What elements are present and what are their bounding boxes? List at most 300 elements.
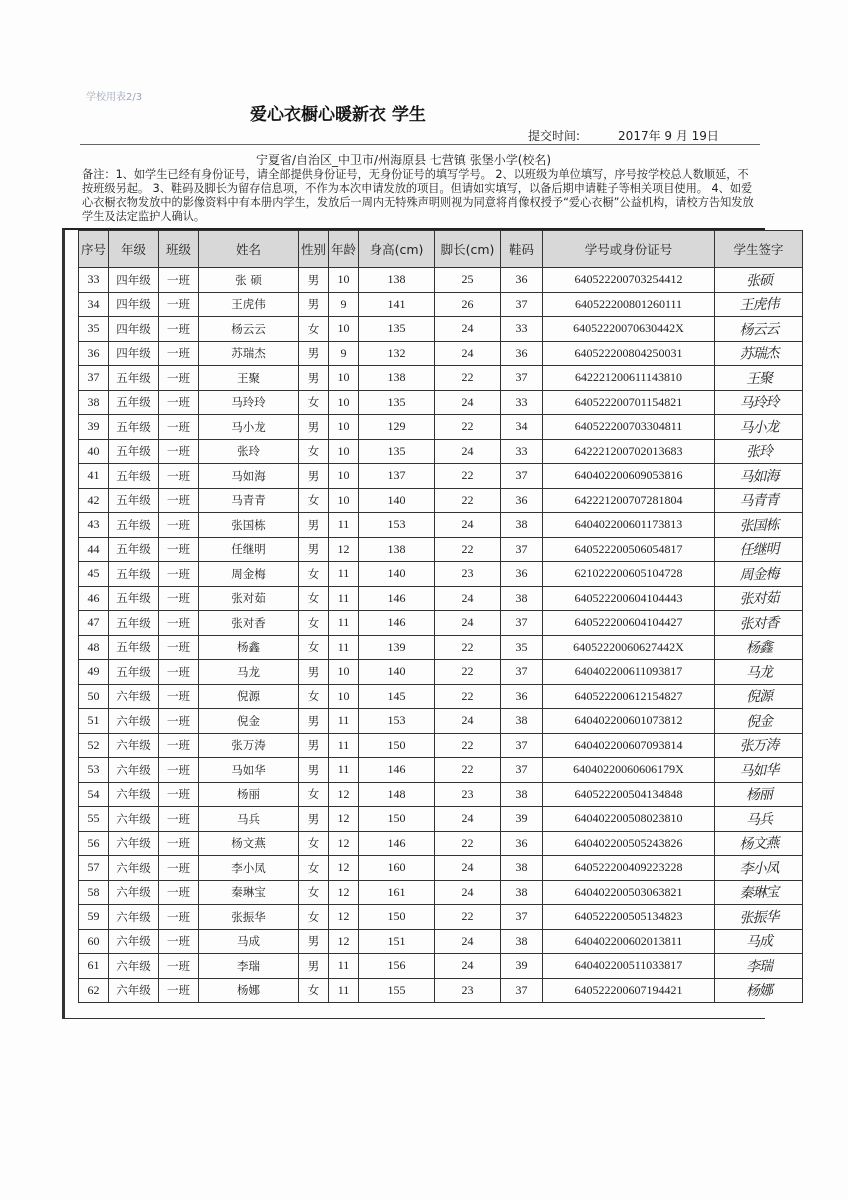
seq-cell: 58 <box>79 880 109 905</box>
seq-cell: 33 <box>79 268 109 293</box>
class-cell: 一班 <box>159 513 199 538</box>
grade-cell: 六年级 <box>109 807 159 832</box>
col-signature-header: 学生签字 <box>715 231 803 268</box>
signature-cell: 张玲 <box>714 437 803 465</box>
age-cell: 9 <box>329 292 359 317</box>
gender-cell: 女 <box>299 317 329 342</box>
height-cell: 135 <box>359 390 435 415</box>
table-row <box>79 464 803 489</box>
id-number-cell: 642221200611143810 <box>543 366 715 391</box>
class-cell: 一班 <box>159 415 199 440</box>
age-cell: 11 <box>329 611 359 636</box>
height-cell: 153 <box>359 513 435 538</box>
class-cell: 一班 <box>159 856 199 881</box>
table-row <box>79 317 803 342</box>
grade-cell: 五年级 <box>109 464 159 489</box>
signature-cell: 任继明 <box>714 535 803 563</box>
table-row <box>79 831 803 856</box>
grade-cell: 四年级 <box>109 341 159 366</box>
table-row <box>79 856 803 881</box>
shoe-size-cell: 34 <box>501 415 543 440</box>
age-cell: 11 <box>329 635 359 660</box>
seq-cell: 37 <box>79 366 109 391</box>
class-cell: 一班 <box>159 635 199 660</box>
name-cell: 张振华 <box>199 905 299 930</box>
name-cell: 倪金 <box>199 709 299 734</box>
gender-cell: 男 <box>299 709 329 734</box>
name-cell: 杨鑫 <box>199 635 299 660</box>
foot-length-cell: 24 <box>435 586 501 611</box>
grade-cell: 五年级 <box>109 586 159 611</box>
id-number-cell: 640402200609053816 <box>543 464 715 489</box>
table-row <box>79 954 803 979</box>
seq-cell: 49 <box>79 660 109 685</box>
age-cell: 11 <box>329 954 359 979</box>
table-row <box>79 341 803 366</box>
id-number-cell: 640522200703304811 <box>543 415 715 440</box>
table-body <box>79 268 803 1003</box>
school-location-line: 宁夏省/自治区_中卫市/州海原县 七营镇 张堡小学(校名) <box>256 153 552 167</box>
signature-cell: 张万涛 <box>714 731 803 759</box>
class-cell: 一班 <box>159 880 199 905</box>
foot-length-cell: 23 <box>435 782 501 807</box>
grade-cell: 五年级 <box>109 439 159 464</box>
height-cell: 150 <box>359 905 435 930</box>
name-cell: 马青青 <box>199 488 299 513</box>
id-number-cell: 640402200611093817 <box>543 660 715 685</box>
height-cell: 146 <box>359 586 435 611</box>
name-cell: 周金梅 <box>199 562 299 587</box>
foot-length-cell: 24 <box>435 807 501 832</box>
class-cell: 一班 <box>159 978 199 1003</box>
id-number-cell: 64052220070630442X <box>543 317 715 342</box>
table-row <box>79 268 803 293</box>
class-cell: 一班 <box>159 782 199 807</box>
signature-cell: 杨鑫 <box>714 633 803 661</box>
shoe-size-cell: 37 <box>501 611 543 636</box>
seq-cell: 61 <box>79 954 109 979</box>
foot-length-cell: 22 <box>435 684 501 709</box>
name-cell: 马玲玲 <box>199 390 299 415</box>
table-row <box>79 733 803 758</box>
age-cell: 10 <box>329 366 359 391</box>
grade-cell: 五年级 <box>109 635 159 660</box>
name-cell: 张对茹 <box>199 586 299 611</box>
seq-cell: 62 <box>79 978 109 1003</box>
table-row <box>79 611 803 636</box>
name-cell: 马小龙 <box>199 415 299 440</box>
grade-cell: 四年级 <box>109 292 159 317</box>
grade-cell: 六年级 <box>109 758 159 783</box>
signature-cell: 张国栋 <box>714 511 803 539</box>
signature-cell: 马玲玲 <box>714 388 803 416</box>
table-row <box>79 684 803 709</box>
foot-length-cell: 24 <box>435 856 501 881</box>
height-cell: 137 <box>359 464 435 489</box>
id-number-cell: 64052220060627442X <box>543 635 715 660</box>
gender-cell: 男 <box>299 929 329 954</box>
id-number-cell: 642221200702013683 <box>543 439 715 464</box>
age-cell: 10 <box>329 390 359 415</box>
table-row <box>79 439 803 464</box>
shoe-size-cell: 37 <box>501 660 543 685</box>
id-number-cell: 640522200604104427 <box>543 611 715 636</box>
gender-cell: 男 <box>299 366 329 391</box>
age-cell: 11 <box>329 733 359 758</box>
gender-cell: 男 <box>299 415 329 440</box>
shoe-size-cell: 33 <box>501 439 543 464</box>
name-cell: 马龙 <box>199 660 299 685</box>
class-cell: 一班 <box>159 268 199 293</box>
age-cell: 9 <box>329 341 359 366</box>
class-cell: 一班 <box>159 660 199 685</box>
col-seq-header: 序号 <box>79 231 109 268</box>
seq-cell: 46 <box>79 586 109 611</box>
id-number-cell: 640522200801260111 <box>543 292 715 317</box>
name-cell: 王虎伟 <box>199 292 299 317</box>
height-cell: 161 <box>359 880 435 905</box>
signature-cell: 秦琳宝 <box>714 878 803 906</box>
age-cell: 10 <box>329 464 359 489</box>
shoe-size-cell: 36 <box>501 341 543 366</box>
age-cell: 11 <box>329 513 359 538</box>
seq-cell: 40 <box>79 439 109 464</box>
foot-length-cell: 22 <box>435 635 501 660</box>
seq-cell: 42 <box>79 488 109 513</box>
table-row <box>79 390 803 415</box>
foot-length-cell: 24 <box>435 341 501 366</box>
grade-cell: 六年级 <box>109 782 159 807</box>
id-number-cell: 640522200804250031 <box>543 341 715 366</box>
seq-cell: 43 <box>79 513 109 538</box>
grade-cell: 六年级 <box>109 954 159 979</box>
name-cell: 张万涛 <box>199 733 299 758</box>
seq-cell: 48 <box>79 635 109 660</box>
age-cell: 12 <box>329 831 359 856</box>
col-foot-header: 脚长(cm) <box>435 231 501 268</box>
gender-cell: 男 <box>299 954 329 979</box>
age-cell: 11 <box>329 978 359 1003</box>
height-cell: 135 <box>359 439 435 464</box>
signature-cell: 马小龙 <box>714 413 803 441</box>
name-cell: 李小凤 <box>199 856 299 881</box>
gender-cell: 女 <box>299 635 329 660</box>
name-cell: 杨娜 <box>199 978 299 1003</box>
shoe-size-cell: 36 <box>501 268 543 293</box>
height-cell: 138 <box>359 268 435 293</box>
name-cell: 秦琳宝 <box>199 880 299 905</box>
id-number-cell: 640402200601173813 <box>543 513 715 538</box>
age-cell: 10 <box>329 268 359 293</box>
gender-cell: 女 <box>299 905 329 930</box>
age-cell: 10 <box>329 317 359 342</box>
height-cell: 145 <box>359 684 435 709</box>
class-cell: 一班 <box>159 611 199 636</box>
submit-date: 2017年 9 月 19日 <box>618 129 719 143</box>
table-row <box>79 366 803 391</box>
foot-length-cell: 22 <box>435 488 501 513</box>
signature-cell: 张对茹 <box>714 584 803 612</box>
class-cell: 一班 <box>159 709 199 734</box>
foot-length-cell: 24 <box>435 709 501 734</box>
class-cell: 一班 <box>159 292 199 317</box>
grade-cell: 六年级 <box>109 929 159 954</box>
name-cell: 杨文燕 <box>199 831 299 856</box>
shoe-size-cell: 37 <box>501 733 543 758</box>
height-cell: 146 <box>359 611 435 636</box>
gender-cell: 男 <box>299 341 329 366</box>
foot-length-cell: 22 <box>435 831 501 856</box>
gender-cell: 男 <box>299 660 329 685</box>
foot-length-cell: 22 <box>435 366 501 391</box>
col-class-header: 班级 <box>159 231 199 268</box>
name-cell: 王聚 <box>199 366 299 391</box>
height-cell: 160 <box>359 856 435 881</box>
age-cell: 12 <box>329 880 359 905</box>
name-cell: 倪源 <box>199 684 299 709</box>
age-cell: 11 <box>329 562 359 587</box>
gender-cell: 女 <box>299 684 329 709</box>
id-number-cell: 640402200508023810 <box>543 807 715 832</box>
foot-length-cell: 24 <box>435 954 501 979</box>
grade-cell: 五年级 <box>109 366 159 391</box>
height-cell: 148 <box>359 782 435 807</box>
seq-cell: 57 <box>79 856 109 881</box>
class-cell: 一班 <box>159 366 199 391</box>
gender-cell: 女 <box>299 488 329 513</box>
class-cell: 一班 <box>159 807 199 832</box>
grade-cell: 五年级 <box>109 537 159 562</box>
age-cell: 12 <box>329 856 359 881</box>
id-number-cell: 640522200604104443 <box>543 586 715 611</box>
name-cell: 张玲 <box>199 439 299 464</box>
foot-length-cell: 24 <box>435 317 501 342</box>
name-cell: 张国栋 <box>199 513 299 538</box>
table-row <box>79 586 803 611</box>
id-number-cell: 640402200607093814 <box>543 733 715 758</box>
gender-cell: 男 <box>299 807 329 832</box>
age-cell: 10 <box>329 660 359 685</box>
age-cell: 12 <box>329 537 359 562</box>
shoe-size-cell: 39 <box>501 807 543 832</box>
height-cell: 150 <box>359 733 435 758</box>
shoe-size-cell: 37 <box>501 464 543 489</box>
signature-cell: 倪金 <box>714 707 803 735</box>
foot-length-cell: 24 <box>435 439 501 464</box>
height-cell: 153 <box>359 709 435 734</box>
grade-cell: 六年级 <box>109 978 159 1003</box>
grade-cell: 五年级 <box>109 660 159 685</box>
class-cell: 一班 <box>159 905 199 930</box>
name-cell: 张 硕 <box>199 268 299 293</box>
col-id-header: 学号或身份证号 <box>543 231 715 268</box>
table-row <box>79 488 803 513</box>
class-cell: 一班 <box>159 954 199 979</box>
foot-length-cell: 22 <box>435 905 501 930</box>
gender-cell: 女 <box>299 611 329 636</box>
name-cell: 苏瑞杰 <box>199 341 299 366</box>
id-number-cell: 640402200511033817 <box>543 954 715 979</box>
table-row <box>79 782 803 807</box>
shoe-size-cell: 33 <box>501 317 543 342</box>
col-name-header: 姓名 <box>199 231 299 268</box>
table-row <box>79 709 803 734</box>
class-cell: 一班 <box>159 929 199 954</box>
grade-cell: 四年级 <box>109 317 159 342</box>
seq-cell: 53 <box>79 758 109 783</box>
grade-cell: 六年级 <box>109 684 159 709</box>
seq-cell: 45 <box>79 562 109 587</box>
seq-cell: 56 <box>79 831 109 856</box>
foot-length-cell: 24 <box>435 513 501 538</box>
shoe-size-cell: 37 <box>501 366 543 391</box>
age-cell: 12 <box>329 782 359 807</box>
seq-cell: 41 <box>79 464 109 489</box>
gender-cell: 男 <box>299 758 329 783</box>
foot-length-cell: 24 <box>435 880 501 905</box>
id-number-cell: 640402200602013811 <box>543 929 715 954</box>
signature-cell: 周金梅 <box>714 560 803 588</box>
seq-cell: 35 <box>79 317 109 342</box>
gender-cell: 女 <box>299 978 329 1003</box>
age-cell: 11 <box>329 758 359 783</box>
signature-cell: 王聚 <box>714 364 803 392</box>
signature-cell: 张对香 <box>714 609 803 637</box>
age-cell: 11 <box>329 586 359 611</box>
gender-cell: 男 <box>299 537 329 562</box>
col-shoe-header: 鞋码 <box>501 231 543 268</box>
grade-cell: 五年级 <box>109 513 159 538</box>
gender-cell: 女 <box>299 562 329 587</box>
foot-length-cell: 23 <box>435 562 501 587</box>
foot-length-cell: 23 <box>435 978 501 1003</box>
table-row <box>79 292 803 317</box>
gender-cell: 女 <box>299 856 329 881</box>
signature-cell: 张振华 <box>714 903 803 931</box>
id-number-cell: 640522200506054817 <box>543 537 715 562</box>
name-cell: 任继明 <box>199 537 299 562</box>
id-number-cell: 640522200703254412 <box>543 268 715 293</box>
grade-cell: 五年级 <box>109 488 159 513</box>
height-cell: 129 <box>359 415 435 440</box>
foot-length-cell: 26 <box>435 292 501 317</box>
grade-cell: 六年级 <box>109 709 159 734</box>
class-cell: 一班 <box>159 733 199 758</box>
foot-length-cell: 22 <box>435 415 501 440</box>
seq-cell: 60 <box>79 929 109 954</box>
gender-cell: 男 <box>299 464 329 489</box>
shoe-size-cell: 37 <box>501 905 543 930</box>
height-cell: 138 <box>359 366 435 391</box>
age-cell: 10 <box>329 415 359 440</box>
col-gender-header: 性别 <box>299 231 329 268</box>
table-row <box>79 660 803 685</box>
table-row <box>79 635 803 660</box>
id-number-cell: 640402200505243826 <box>543 831 715 856</box>
signature-cell: 张硕 <box>714 266 803 294</box>
signature-cell: 马青青 <box>714 486 803 514</box>
id-number-cell: 640522200504134848 <box>543 782 715 807</box>
signature-cell: 杨云云 <box>714 315 803 343</box>
id-number-cell: 621022200605104728 <box>543 562 715 587</box>
shoe-size-cell: 36 <box>501 562 543 587</box>
name-cell: 李瑞 <box>199 954 299 979</box>
shoe-size-cell: 38 <box>501 880 543 905</box>
seq-cell: 44 <box>79 537 109 562</box>
age-cell: 10 <box>329 439 359 464</box>
class-cell: 一班 <box>159 341 199 366</box>
gender-cell: 女 <box>299 831 329 856</box>
name-cell: 马如海 <box>199 464 299 489</box>
shoe-size-cell: 38 <box>501 586 543 611</box>
shoe-size-cell: 38 <box>501 513 543 538</box>
gender-cell: 女 <box>299 439 329 464</box>
signature-cell: 杨娜 <box>714 976 803 1004</box>
signature-cell: 马如华 <box>714 756 803 784</box>
col-height-header: 身高(cm) <box>359 231 435 268</box>
seq-cell: 39 <box>79 415 109 440</box>
height-cell: 139 <box>359 635 435 660</box>
grade-cell: 六年级 <box>109 733 159 758</box>
table-header-row <box>79 231 803 268</box>
id-number-cell: 640522200701154821 <box>543 390 715 415</box>
signature-cell: 马成 <box>714 927 803 955</box>
table-row <box>79 562 803 587</box>
gender-cell: 男 <box>299 292 329 317</box>
shoe-size-cell: 37 <box>501 537 543 562</box>
id-number-cell: 64040220060606179X <box>543 758 715 783</box>
col-grade-header: 年级 <box>109 231 159 268</box>
foot-length-cell: 24 <box>435 611 501 636</box>
height-cell: 146 <box>359 831 435 856</box>
signature-cell: 李小凤 <box>714 854 803 882</box>
foot-length-cell: 25 <box>435 268 501 293</box>
table-row <box>79 880 803 905</box>
grade-cell: 六年级 <box>109 831 159 856</box>
shoe-size-cell: 36 <box>501 684 543 709</box>
seq-cell: 36 <box>79 341 109 366</box>
foot-length-cell: 22 <box>435 464 501 489</box>
col-age-header: 年龄 <box>329 231 359 268</box>
grade-cell: 五年级 <box>109 611 159 636</box>
class-cell: 一班 <box>159 439 199 464</box>
signature-cell: 杨文燕 <box>714 829 803 857</box>
grade-cell: 六年级 <box>109 905 159 930</box>
grade-cell: 五年级 <box>109 390 159 415</box>
signature-cell: 马如海 <box>714 462 803 490</box>
name-cell: 张对香 <box>199 611 299 636</box>
table-row <box>79 537 803 562</box>
class-cell: 一班 <box>159 684 199 709</box>
shoe-size-cell: 36 <box>501 831 543 856</box>
seq-cell: 34 <box>79 292 109 317</box>
signature-cell: 苏瑞杰 <box>714 339 803 367</box>
seq-cell: 54 <box>79 782 109 807</box>
class-cell: 一班 <box>159 488 199 513</box>
height-cell: 146 <box>359 758 435 783</box>
name-cell: 杨丽 <box>199 782 299 807</box>
id-number-cell: 640522200505134823 <box>543 905 715 930</box>
height-cell: 135 <box>359 317 435 342</box>
grade-cell: 五年级 <box>109 415 159 440</box>
seq-cell: 51 <box>79 709 109 734</box>
age-cell: 11 <box>329 709 359 734</box>
class-cell: 一班 <box>159 537 199 562</box>
signature-cell: 李瑞 <box>714 952 803 980</box>
signature-cell: 王虎伟 <box>714 290 803 318</box>
class-cell: 一班 <box>159 464 199 489</box>
shoe-size-cell: 38 <box>501 856 543 881</box>
